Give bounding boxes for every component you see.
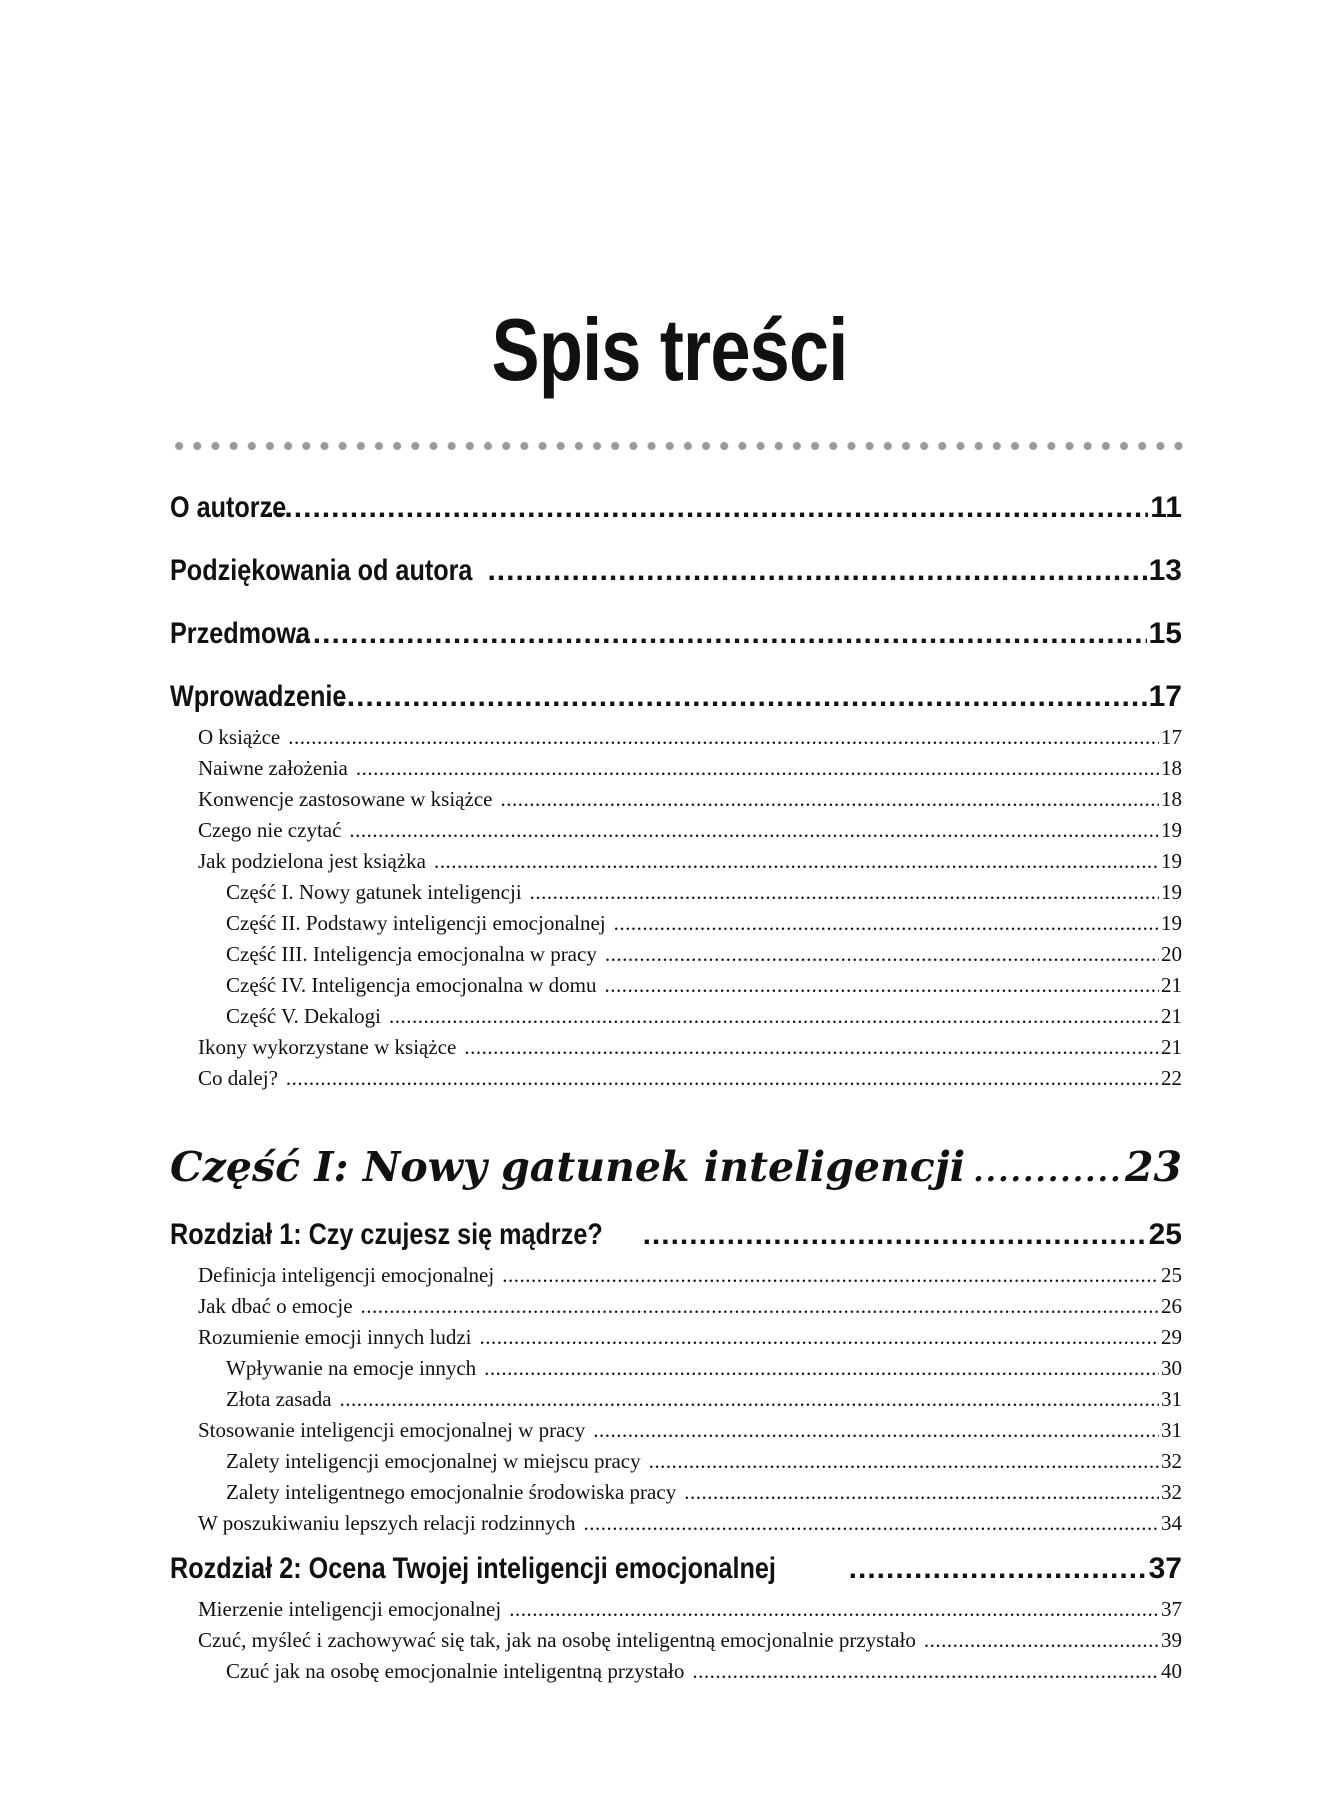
toc-page-number: 40	[1161, 1659, 1182, 1683]
toc-page-number: 18	[1161, 756, 1182, 780]
dot-leader	[605, 940, 1159, 968]
dot-leader	[484, 1354, 1159, 1382]
toc-page-number: 37	[1148, 1552, 1182, 1585]
page-title: Spis treści	[491, 300, 848, 399]
toc-page-number: 19	[1161, 880, 1182, 904]
toc-entry-title: Zalety inteligencji emocjonalnej w miejscu pracy	[226, 1449, 641, 1473]
toc-entry-title: Część II. Podstawy inteligencji emocjonalnej	[226, 911, 606, 935]
toc-page-number: 13	[1148, 554, 1182, 587]
toc-entry-title: Jak podzielona jest książka	[198, 849, 427, 873]
dot-leader	[487, 552, 1146, 590]
toc-entry-title: Stosowanie inteligencji emocjonalnej w pracy	[198, 1418, 586, 1442]
toc-page-number: 23	[1124, 1143, 1182, 1191]
toc-page-number: 17	[1148, 680, 1182, 713]
dot-leader	[643, 1216, 1147, 1254]
toc-entry-l2	[198, 1595, 1182, 1623]
toc-entry-title: Rozumienie emocji innych ludzi	[198, 1325, 472, 1349]
toc-entry-title: O książce	[198, 725, 281, 749]
dot-leader	[584, 1509, 1160, 1537]
toc-page-number: 39	[1161, 1628, 1182, 1652]
dot-leader	[464, 1033, 1159, 1061]
toc-entry-l3	[226, 909, 1182, 937]
toc-entry-l1	[170, 615, 1182, 653]
toc-entry-l1	[170, 678, 1182, 716]
toc-entry-title: Część I: Nowy gatunek inteligencji	[170, 1143, 966, 1191]
toc-entry-l3	[226, 940, 1182, 968]
toc-entry-title: Naiwne założenia	[198, 756, 348, 780]
toc-page-number: 17	[1161, 725, 1182, 749]
toc-entry-l3	[226, 1385, 1182, 1413]
toc-entry-l2	[198, 1033, 1182, 1061]
toc-entry-title: Konwencje zastosowane w książce	[198, 787, 493, 811]
toc-page-number: 11	[1150, 491, 1182, 524]
toc-entry-l3	[226, 1354, 1182, 1382]
toc-entry-title: Ikony wykorzystane w książce	[198, 1035, 457, 1059]
toc-page-number: 21	[1161, 973, 1182, 997]
dot-leader	[434, 847, 1159, 875]
toc-entry-ch	[170, 1216, 1182, 1254]
toc-entry-title: Mierzenie inteligencji emocjonalnej	[198, 1597, 502, 1621]
dot-leader	[266, 489, 1149, 527]
toc-page-number: 31	[1161, 1387, 1182, 1411]
toc-entry-l2	[198, 1323, 1182, 1351]
dot-leader	[973, 1146, 1123, 1193]
dot-leader	[614, 909, 1159, 937]
toc-entry-l2	[198, 785, 1182, 813]
dot-leader	[349, 816, 1159, 844]
toc-page-number: 37	[1161, 1597, 1182, 1621]
toc-entry-l2	[198, 723, 1182, 751]
toc-entry-l2	[198, 816, 1182, 844]
dot-leader	[849, 1550, 1147, 1588]
toc-entry-title: Co dalej?	[198, 1066, 278, 1090]
toc-page-number: 25	[1161, 1263, 1182, 1287]
toc-entry-title: Wprowadzenie	[170, 680, 347, 713]
dot-leader	[502, 1261, 1159, 1289]
dot-leader	[480, 1323, 1159, 1351]
dot-leader	[593, 1416, 1159, 1444]
toc-page-number: 22	[1161, 1066, 1182, 1090]
toc-entry-title: Rozdział 1: Czy czujesz się mądrze?	[170, 1218, 603, 1251]
toc-page-number: 19	[1161, 818, 1182, 842]
toc-entry-l3	[226, 878, 1182, 906]
dot-leader	[509, 1595, 1159, 1623]
toc-page-number: 15	[1148, 617, 1182, 650]
dot-leader	[288, 723, 1159, 751]
toc-page-number: 31	[1161, 1418, 1182, 1442]
dot-leader	[361, 1292, 1159, 1320]
toc-entry-title: W poszukiwaniu lepszych relacji rodzinnych	[198, 1511, 576, 1535]
dot-leader	[924, 1626, 1159, 1654]
toc-entry-part	[170, 1141, 1182, 1193]
toc-entry-l3	[226, 1657, 1182, 1685]
dot-leader	[286, 1064, 1159, 1092]
dot-leader	[605, 971, 1160, 999]
toc-entry-l2	[198, 1416, 1182, 1444]
toc-page-number: 34	[1161, 1511, 1182, 1535]
toc-page-number: 19	[1161, 911, 1182, 935]
toc-entry-title: Część I. Nowy gatunek inteligencji	[226, 880, 522, 904]
toc-entry-title: Złota zasada	[226, 1387, 332, 1411]
toc-entry-l3	[226, 1002, 1182, 1030]
toc-entry-title: Czuć jak na osobę emocjonalnie inteligentną przystało	[226, 1659, 685, 1683]
toc-page-number: 19	[1161, 849, 1182, 873]
dot-leader	[389, 1002, 1159, 1030]
toc-page-number: 29	[1161, 1325, 1182, 1349]
toc-page-number: 32	[1161, 1480, 1182, 1504]
dot-leader	[530, 878, 1159, 906]
dot-leader	[356, 754, 1159, 782]
toc-entry-title: Część IV. Inteligencja emocjonalna w domu	[226, 973, 597, 997]
toc-page-number: 30	[1161, 1356, 1182, 1380]
toc-entry-title: Czego nie czytać	[198, 818, 342, 842]
toc-page-number: 32	[1161, 1449, 1182, 1473]
toc-entry-title: Część V. Dekalogi	[226, 1004, 381, 1028]
toc-entry-l3	[226, 1478, 1182, 1506]
toc-entry-title: Podziękowania od autora	[170, 554, 473, 587]
dot-leader	[500, 785, 1159, 813]
toc-entry-l3	[226, 971, 1182, 999]
toc-entry-title: Jak dbać o emocje	[198, 1294, 353, 1318]
toc-entry-title: Definicja inteligencji emocjonalnej	[198, 1263, 495, 1287]
dot-leader	[294, 615, 1147, 653]
toc-entry-title: Wpływanie na emocje innych	[226, 1356, 477, 1380]
toc-entry-l1	[170, 489, 1182, 527]
toc-page-number: 21	[1161, 1004, 1182, 1028]
toc-entry-title: Przedmowa	[170, 617, 311, 650]
toc-entry-l2	[198, 1292, 1182, 1320]
dot-leader	[684, 1478, 1159, 1506]
toc-entry-title: Rozdział 2: Ocena Twojej inteligencji emocjonalnej	[170, 1552, 776, 1585]
dot-leader	[340, 1385, 1159, 1413]
toc-entry-title: Część III. Inteligencja emocjonalna w pracy	[226, 942, 597, 966]
toc-page-number: 25	[1148, 1218, 1182, 1251]
dot-leader	[337, 678, 1146, 716]
toc-page-number: 26	[1161, 1294, 1182, 1318]
toc-entry-l2	[198, 847, 1182, 875]
toc-entry-l2	[198, 1509, 1182, 1537]
toc-page-number: 18	[1161, 787, 1182, 811]
toc-entry-title: Czuć, myśleć i zachowywać się tak, jak na osobę inteligentną emocjonalnie przystało	[198, 1628, 916, 1652]
toc-entry-l2	[198, 754, 1182, 782]
dot-leader	[692, 1657, 1159, 1685]
toc-entry-ch	[170, 1550, 1182, 1588]
toc-page-number: 20	[1161, 942, 1182, 966]
toc-entry-l2	[198, 1261, 1182, 1289]
toc-entry-l3	[226, 1447, 1182, 1475]
toc-entry-l1	[170, 552, 1182, 590]
toc-entry-l2	[198, 1626, 1182, 1654]
dot-leader	[649, 1447, 1159, 1475]
toc-entry-l2	[198, 1064, 1182, 1092]
toc-entry-title: O autorze	[170, 491, 287, 524]
toc-page-number: 21	[1161, 1035, 1182, 1059]
toc-entry-title: Zalety inteligentnego emocjonalnie środowiska pracy	[226, 1480, 677, 1504]
